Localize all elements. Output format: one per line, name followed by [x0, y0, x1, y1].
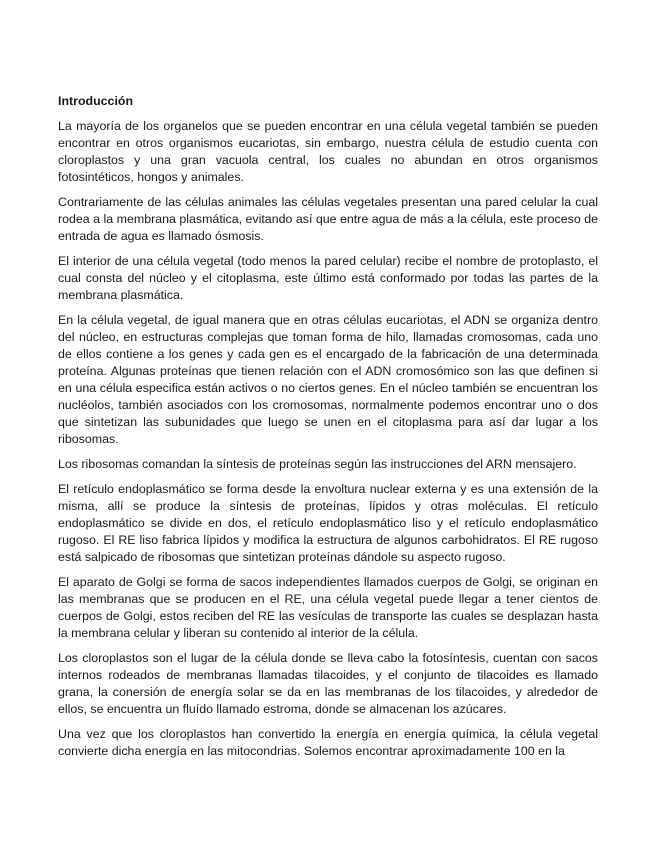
section-heading: Introducción	[58, 94, 134, 108]
paragraph-5: Los ribosomas comandan la síntesis de proteínas según las instrucciones del ARN mensajero.	[58, 457, 577, 471]
paragraph-3: El interior de una célula vegetal (todo menos la pared celular) recibe el nombre de protoplasto, el cual consta del núcleo y el citoplasma, este último está conformado por todas las partes de la membrana plasmática.	[58, 254, 598, 302]
paragraph-8: Los cloroplastos son el lugar de la célula donde se lleva cabo la fotosíntesis, cuentan con sacos internos rodeados de membranas llamadas tilacoides, y el conjunto de tilacoides es llamado grana, la conersión de energía solar se da en las membranas de los tilacoides, y alrededor de ellos, se encuentra un fluído llamado estroma, donde se almacenan los azúcares.	[58, 651, 598, 716]
paragraph-2: Contrariamente de las células animales las células vegetales presentan una pared celular la cual rodea a la membrana plasmática, evitando así que entre agua de más a la célula, este proceso de entrada de agua es llamado ósmosis.	[58, 195, 598, 243]
paragraph-1: La mayoría de los organelos que se pueden encontrar en una célula vegetal también se pueden encontrar en otros organismos eucariotas, sin embargo, nuestra célula de estudio cuenta con cloroplastos y una gran vacuola central, los cuales no abundan en otros organismos fotosintéticos, hongos y animales.	[58, 119, 598, 184]
paragraph-7: El aparato de Golgi se forma de sacos independientes llamados cuerpos de Golgi, se originan en las membranas que se producen en el RE, una célula vegetal puede llegar a tener cientos de cuerpos de Golgi, estos reciben del RE las vesículas de transporte las cuales se desplazan hasta la membrana celular y liberan su contenido al interior de la célula.	[58, 575, 598, 640]
document-body	[58, 93, 598, 768]
paragraph-4: En la célula vegetal, de igual manera que en otras células eucariotas, el ADN se organiza dentro del núcleo, en estructuras complejas que toman forma de hilo, llamadas cromosomas, cada uno de ellos contiene a los genes y cada gen es el encargado de la fabricación de una determinada proteína. Algunas proteínas que tienen relación con el ADN cromosómico son las que definen si en una célula especifica están activos o no ciertos genes. En el núcleo también se encuentran los nucléolos, también asociados con los cromosomas, normalmente podemos encontrar uno o dos que sintetizan las subunidades que luego se unen en el citoplasma para así dar lugar a los ribosomas.	[58, 313, 598, 446]
paragraph-9: Una vez que los cloroplastos han convertido la energía en energía química, la célula vegetal convierte dicha energía en las mitocondrias. Solemos encontrar aproximadamente 100 en la	[58, 727, 598, 758]
paragraph-6: El retículo endoplasmático se forma desde la envoltura nuclear externa y es una extensión de la misma, allí se produce la síntesis de proteínas, lípidos y otras moléculas. El retículo endoplasmático se divide en dos, el retículo endoplasmático liso y el retículo endoplasmático rugoso. El RE liso fabrica lípidos y modifica la estructura de algunos carbohidratos. El RE rugoso está salpicado de ribosomas que sintetizan proteínas dándole su aspecto rugoso.	[58, 482, 598, 564]
